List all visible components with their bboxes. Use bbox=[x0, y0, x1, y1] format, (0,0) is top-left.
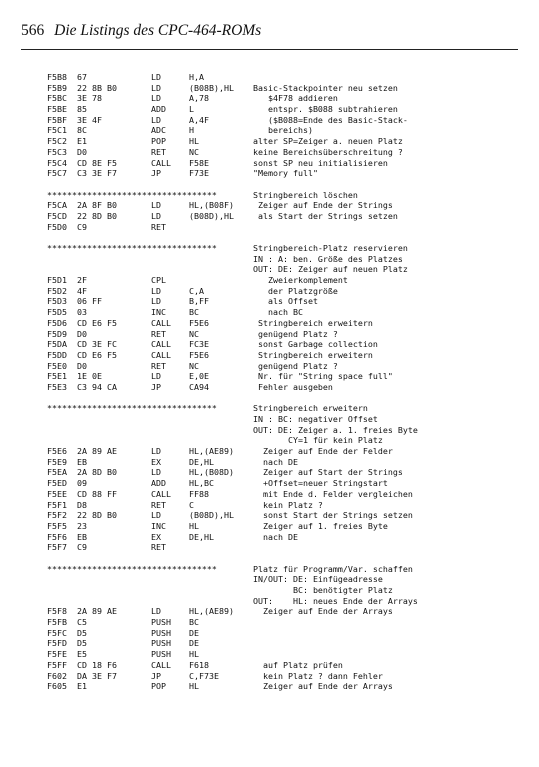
address: F5EA bbox=[47, 467, 67, 478]
block-spacer bbox=[47, 393, 527, 404]
address: F5FD bbox=[47, 638, 67, 649]
separator-stars: ********************************** bbox=[47, 189, 217, 200]
listing-line bbox=[47, 104, 527, 115]
listing-line bbox=[47, 339, 527, 350]
mnemonic: CALL bbox=[151, 349, 171, 360]
hex-bytes: CD E6 F5 bbox=[77, 349, 117, 360]
address: F5E0 bbox=[47, 360, 67, 371]
operand: B,FF bbox=[189, 296, 209, 307]
operand: (B08D),HL bbox=[189, 510, 234, 521]
operand: CA94 bbox=[189, 381, 209, 392]
operand: HL,(AE89) bbox=[189, 606, 234, 617]
address: F5DA bbox=[47, 339, 67, 350]
listing-line bbox=[47, 671, 527, 682]
address: F5ED bbox=[47, 478, 67, 489]
operand: BC bbox=[189, 307, 199, 318]
mnemonic: CALL bbox=[151, 317, 171, 328]
hex-bytes: D0 bbox=[77, 328, 87, 339]
address: F5D3 bbox=[47, 296, 67, 307]
mnemonic: POP bbox=[151, 681, 166, 692]
hex-bytes: D8 bbox=[77, 499, 87, 510]
operand: NC bbox=[189, 360, 199, 371]
comment: CY=1 für kein Platz bbox=[253, 435, 383, 446]
hex-bytes: 2F bbox=[77, 275, 87, 286]
hex-bytes: D5 bbox=[77, 638, 87, 649]
listing-line bbox=[47, 211, 527, 222]
address: F5E3 bbox=[47, 381, 67, 392]
hex-bytes: 06 FF bbox=[77, 296, 102, 307]
comment: OUT: HL: neues Ende der Arrays bbox=[253, 595, 418, 606]
mnemonic: PUSH bbox=[151, 627, 171, 638]
block-spacer bbox=[47, 232, 527, 243]
operand: C,F73E bbox=[189, 670, 219, 681]
mnemonic: CALL bbox=[151, 659, 171, 670]
address: F5C7 bbox=[47, 168, 67, 179]
separator-stars: ********************************** bbox=[47, 403, 217, 414]
comment: als Offset bbox=[253, 296, 318, 307]
operand: DE bbox=[189, 638, 199, 649]
hex-bytes: CD 3E FC bbox=[77, 339, 117, 350]
comment: Stringbereich erweitern bbox=[253, 317, 373, 328]
listing-line bbox=[47, 446, 527, 457]
listing-line bbox=[47, 564, 527, 575]
operand: HL bbox=[189, 136, 199, 147]
hex-bytes: 09 bbox=[77, 478, 87, 489]
address: F5F8 bbox=[47, 606, 67, 617]
listing-line bbox=[47, 72, 527, 83]
comment: Zeiger auf Start der Strings bbox=[253, 467, 403, 478]
mnemonic: PUSH bbox=[151, 638, 171, 649]
address: F5E1 bbox=[47, 371, 67, 382]
separator-stars: ********************************** bbox=[47, 563, 217, 574]
hex-bytes: 22 8B B0 bbox=[77, 82, 117, 93]
hex-bytes: 85 bbox=[77, 104, 87, 115]
comment: OUT: DE: Zeiger auf neuen Platz bbox=[253, 264, 408, 275]
comment: "Memory full" bbox=[253, 168, 318, 179]
listing-line bbox=[47, 542, 527, 553]
hex-bytes: 8C bbox=[77, 125, 87, 136]
address: F5DD bbox=[47, 349, 67, 360]
listing-line bbox=[47, 318, 527, 329]
listing-line bbox=[47, 532, 527, 543]
mnemonic: RET bbox=[151, 542, 166, 553]
comment: Zeiger auf Ende der Felder bbox=[253, 446, 393, 457]
listing-line bbox=[47, 521, 527, 532]
address: F5C3 bbox=[47, 146, 67, 157]
comment: sonst SP neu initialisieren bbox=[253, 157, 388, 168]
listing-line bbox=[47, 115, 527, 126]
comment: sonst Garbage collection bbox=[253, 339, 378, 350]
mnemonic: CALL bbox=[151, 157, 171, 168]
mnemonic: LD bbox=[151, 296, 161, 307]
listing-line bbox=[47, 254, 527, 265]
operand: FC3E bbox=[189, 339, 209, 350]
listing-line bbox=[47, 286, 527, 297]
listing-line bbox=[47, 425, 527, 436]
hex-bytes: E5 bbox=[77, 649, 87, 660]
operand: (B08B),HL bbox=[189, 82, 234, 93]
comment: Stringbereich löschen bbox=[253, 189, 358, 200]
listing-line bbox=[47, 617, 527, 628]
hex-bytes: CD 88 FF bbox=[77, 488, 117, 499]
listing-line bbox=[47, 350, 527, 361]
header-rule bbox=[21, 49, 518, 50]
hex-bytes: E1 bbox=[77, 681, 87, 692]
listing-line bbox=[47, 500, 527, 511]
address: F5BC bbox=[47, 93, 67, 104]
address: F5B9 bbox=[47, 82, 67, 93]
comment: IN : BC: negativer Offset bbox=[253, 414, 378, 424]
address: F5D6 bbox=[47, 317, 67, 328]
comment: OUT: DE: Zeiger a. 1. freies Byte bbox=[253, 424, 418, 435]
address: F5FE bbox=[47, 649, 67, 660]
operand: C bbox=[189, 499, 194, 510]
page-title: Die Listings des CPC-464-ROMs bbox=[54, 22, 262, 39]
block-spacer bbox=[47, 553, 527, 564]
listing-line bbox=[47, 435, 527, 446]
hex-bytes: E1 bbox=[77, 136, 87, 147]
hex-bytes: 23 bbox=[77, 520, 87, 531]
listing-line bbox=[47, 296, 527, 307]
operand: HL,(AE89) bbox=[189, 446, 234, 457]
hex-bytes: 22 8D B0 bbox=[77, 210, 117, 221]
comment: Zeiger auf 1. freies Byte bbox=[253, 520, 388, 531]
mnemonic: CALL bbox=[151, 488, 171, 499]
hex-bytes: CD E6 F5 bbox=[77, 317, 117, 328]
mnemonic: LD bbox=[151, 467, 161, 478]
listing-line bbox=[47, 264, 527, 275]
hex-bytes: 2A 8F B0 bbox=[77, 200, 117, 211]
comment: Stringbereich erweitern bbox=[253, 403, 368, 414]
address: F5CA bbox=[47, 200, 67, 211]
operand: HL bbox=[189, 649, 199, 660]
operand: H bbox=[189, 125, 194, 136]
listing-line bbox=[47, 382, 527, 393]
operand: F5E6 bbox=[189, 317, 209, 328]
hex-bytes: 1E 0E bbox=[77, 371, 102, 382]
mnemonic: CALL bbox=[151, 339, 171, 350]
listing-line bbox=[47, 361, 527, 372]
address: F5F1 bbox=[47, 499, 67, 510]
hex-bytes: 4F bbox=[77, 285, 87, 296]
mnemonic: LD bbox=[151, 72, 161, 82]
address: F5C1 bbox=[47, 125, 67, 136]
address: F5E6 bbox=[47, 446, 67, 457]
comment: $4F78 addieren bbox=[253, 93, 338, 104]
address: F5FC bbox=[47, 627, 67, 638]
address: F5D5 bbox=[47, 307, 67, 318]
operand: HL bbox=[189, 681, 199, 692]
address: F5BF bbox=[47, 114, 67, 125]
listing-line bbox=[47, 414, 527, 425]
address: F5D2 bbox=[47, 285, 67, 296]
comment: als Start der Strings setzen bbox=[253, 210, 398, 221]
comment: keine Bereichsüberschreitung ? bbox=[253, 146, 403, 157]
hex-bytes: DA 3E F7 bbox=[77, 670, 117, 681]
comment: Basic-Stackpointer neu setzen bbox=[253, 82, 398, 93]
listing-line bbox=[47, 200, 527, 211]
comment: +Offset=neuer Stringstart bbox=[253, 478, 388, 489]
address: F5F5 bbox=[47, 520, 67, 531]
code-block bbox=[47, 564, 527, 692]
address: F5C2 bbox=[47, 136, 67, 147]
comment: bereichs) bbox=[253, 125, 313, 136]
mnemonic: PUSH bbox=[151, 617, 171, 628]
assembly-listing bbox=[47, 72, 527, 692]
listing-line bbox=[47, 628, 527, 639]
page-number: 566 bbox=[21, 22, 45, 39]
operand: DE,HL bbox=[189, 531, 214, 542]
hex-bytes: 2A 8D B0 bbox=[77, 467, 117, 478]
listing-line bbox=[47, 467, 527, 478]
comment: sonst Start der Strings setzen bbox=[253, 510, 413, 521]
mnemonic: LD bbox=[151, 93, 161, 104]
comment: Stringbereich-Platz reservieren bbox=[253, 243, 408, 253]
operand: FF88 bbox=[189, 488, 209, 499]
mnemonic: JP bbox=[151, 670, 161, 681]
address: F5FB bbox=[47, 617, 67, 628]
address: F5D0 bbox=[47, 221, 67, 232]
comment: genügend Platz ? bbox=[253, 360, 338, 371]
listing-line bbox=[47, 638, 527, 649]
mnemonic: LD bbox=[151, 446, 161, 457]
address: F5EE bbox=[47, 488, 67, 499]
address: F5E9 bbox=[47, 456, 67, 467]
operand: L bbox=[189, 104, 194, 115]
address: F5C4 bbox=[47, 157, 67, 168]
comment: Stringbereich erweitern bbox=[253, 349, 373, 360]
address: F5D1 bbox=[47, 275, 67, 286]
listing-line bbox=[47, 158, 527, 169]
separator-stars: ********************************** bbox=[47, 243, 217, 253]
comment: mit Ende d. Felder vergleichen bbox=[253, 488, 413, 499]
hex-bytes: EB bbox=[77, 456, 87, 467]
address: F5D9 bbox=[47, 328, 67, 339]
operand: HL,(B08F) bbox=[189, 200, 234, 211]
listing-line bbox=[47, 371, 527, 382]
address: F5F6 bbox=[47, 531, 67, 542]
comment: nach BC bbox=[253, 307, 303, 318]
listing-line bbox=[47, 574, 527, 585]
listing-line bbox=[47, 275, 527, 286]
listing-line bbox=[47, 660, 527, 671]
comment: kein Platz ? bbox=[253, 499, 323, 510]
mnemonic: RET bbox=[151, 499, 166, 510]
listing-line bbox=[47, 681, 527, 692]
mnemonic: JP bbox=[151, 381, 161, 392]
operand: C,A bbox=[189, 285, 204, 296]
hex-bytes: 67 bbox=[77, 72, 87, 82]
listing-line bbox=[47, 147, 527, 158]
hex-bytes: C9 bbox=[77, 542, 87, 553]
hex-bytes: D0 bbox=[77, 360, 87, 371]
listing-line bbox=[47, 596, 527, 607]
address: F5BE bbox=[47, 104, 67, 115]
operand: H,A bbox=[189, 72, 204, 82]
code-block bbox=[47, 190, 527, 233]
operand: F73E bbox=[189, 168, 209, 179]
listing-line bbox=[47, 168, 527, 179]
listing-line bbox=[47, 307, 527, 318]
mnemonic: RET bbox=[151, 146, 166, 157]
hex-bytes: 2A 89 AE bbox=[77, 606, 117, 617]
mnemonic: RET bbox=[151, 328, 166, 339]
comment: auf Platz prüfen bbox=[253, 659, 343, 670]
hex-bytes: 03 bbox=[77, 307, 87, 318]
hex-bytes: 2A 89 AE bbox=[77, 446, 117, 457]
listing-line bbox=[47, 222, 527, 233]
mnemonic: LD bbox=[151, 82, 161, 93]
comment: der Platzgröße bbox=[253, 285, 338, 296]
mnemonic: ADD bbox=[151, 478, 166, 489]
mnemonic: EX bbox=[151, 456, 161, 467]
mnemonic: JP bbox=[151, 168, 161, 179]
listing-line bbox=[47, 329, 527, 340]
mnemonic: INC bbox=[151, 520, 166, 531]
operand: F58E bbox=[189, 157, 209, 168]
operand: NC bbox=[189, 328, 199, 339]
listing-line bbox=[47, 83, 527, 94]
mnemonic: ADD bbox=[151, 104, 166, 115]
operand: HL,BC bbox=[189, 478, 214, 489]
operand: NC bbox=[189, 146, 199, 157]
listing-line bbox=[47, 585, 527, 596]
address: F5F7 bbox=[47, 542, 67, 553]
hex-bytes: 3E 4F bbox=[77, 114, 102, 125]
mnemonic: POP bbox=[151, 136, 166, 147]
mnemonic: LD bbox=[151, 210, 161, 221]
comment: Zeiger auf Ende der Strings bbox=[253, 200, 393, 211]
mnemonic: RET bbox=[151, 221, 166, 232]
hex-bytes: EB bbox=[77, 531, 87, 542]
address: F5CD bbox=[47, 210, 67, 221]
listing-line bbox=[47, 403, 527, 414]
address: F605 bbox=[47, 681, 67, 692]
listing-line bbox=[47, 606, 527, 617]
listing-line bbox=[47, 457, 527, 468]
hex-bytes: 3E 78 bbox=[77, 93, 102, 104]
mnemonic: LD bbox=[151, 114, 161, 125]
listing-line bbox=[47, 243, 527, 254]
comment: ($B088=Ende des Basic-Stack- bbox=[253, 114, 408, 125]
mnemonic: INC bbox=[151, 307, 166, 318]
hex-bytes: C3 94 CA bbox=[77, 381, 117, 392]
comment: Platz für Programm/Var. schaffen bbox=[253, 563, 413, 574]
mnemonic: LD bbox=[151, 200, 161, 211]
listing-line bbox=[47, 489, 527, 500]
comment: IN/OUT: DE: Einfügeadresse bbox=[253, 574, 383, 585]
comment: nach DE bbox=[253, 531, 298, 542]
listing-line bbox=[47, 136, 527, 147]
mnemonic: LD bbox=[151, 285, 161, 296]
operand: A,78 bbox=[189, 93, 209, 104]
comment: kein Platz ? dann Fehler bbox=[253, 670, 383, 681]
mnemonic: PUSH bbox=[151, 649, 171, 660]
hex-bytes: D5 bbox=[77, 627, 87, 638]
hex-bytes: CD 18 F6 bbox=[77, 659, 117, 670]
comment: nach DE bbox=[253, 456, 298, 467]
operand: (B08D),HL bbox=[189, 210, 234, 221]
hex-bytes: C9 bbox=[77, 221, 87, 232]
address: F602 bbox=[47, 670, 67, 681]
comment: Zeiger auf Ende der Arrays bbox=[253, 606, 393, 617]
operand: A,4F bbox=[189, 114, 209, 125]
comment: alter SP=Zeiger a. neuen Platz bbox=[253, 136, 403, 147]
mnemonic: EX bbox=[151, 531, 161, 542]
page-header bbox=[21, 22, 261, 40]
listing-line bbox=[47, 125, 527, 136]
code-block bbox=[47, 243, 527, 393]
mnemonic: RET bbox=[151, 360, 166, 371]
code-block bbox=[47, 403, 527, 553]
listing-line bbox=[47, 649, 527, 660]
operand: F618 bbox=[189, 659, 209, 670]
mnemonic: LD bbox=[151, 606, 161, 617]
listing-line bbox=[47, 93, 527, 104]
comment: entspr. $B088 subtrahieren bbox=[253, 104, 398, 115]
mnemonic: ADC bbox=[151, 125, 166, 136]
address: F5FF bbox=[47, 659, 67, 670]
comment: genügend Platz ? bbox=[253, 328, 338, 339]
listing-line bbox=[47, 478, 527, 489]
mnemonic: LD bbox=[151, 371, 161, 382]
operand: DE bbox=[189, 627, 199, 638]
comment: BC: benötigter Platz bbox=[253, 585, 393, 595]
operand: HL,(B08D) bbox=[189, 467, 234, 478]
comment: Fehler ausgeben bbox=[253, 381, 333, 392]
operand: E,0E bbox=[189, 371, 209, 382]
comment: Nr. für "String space full" bbox=[253, 371, 393, 382]
operand: HL bbox=[189, 520, 199, 531]
hex-bytes: 22 8D B0 bbox=[77, 510, 117, 521]
listing-line bbox=[47, 510, 527, 521]
operand: F5E6 bbox=[189, 349, 209, 360]
mnemonic: CPL bbox=[151, 275, 166, 286]
hex-bytes: C5 bbox=[77, 617, 87, 628]
comment: Zeiger auf Ende der Arrays bbox=[253, 681, 393, 692]
hex-bytes: CD 8E F5 bbox=[77, 157, 117, 168]
address: F5B8 bbox=[47, 72, 67, 82]
block-spacer bbox=[47, 179, 527, 190]
mnemonic: LD bbox=[151, 510, 161, 521]
hex-bytes: D0 bbox=[77, 146, 87, 157]
comment: Zweierkomplement bbox=[253, 275, 348, 286]
comment: IN : A: ben. Größe des Platzes bbox=[253, 253, 403, 264]
operand: BC bbox=[189, 617, 199, 628]
listing-line bbox=[47, 190, 527, 201]
code-block bbox=[47, 72, 527, 179]
operand: DE,HL bbox=[189, 456, 214, 467]
address: F5F2 bbox=[47, 510, 67, 521]
hex-bytes: C3 3E F7 bbox=[77, 168, 117, 179]
